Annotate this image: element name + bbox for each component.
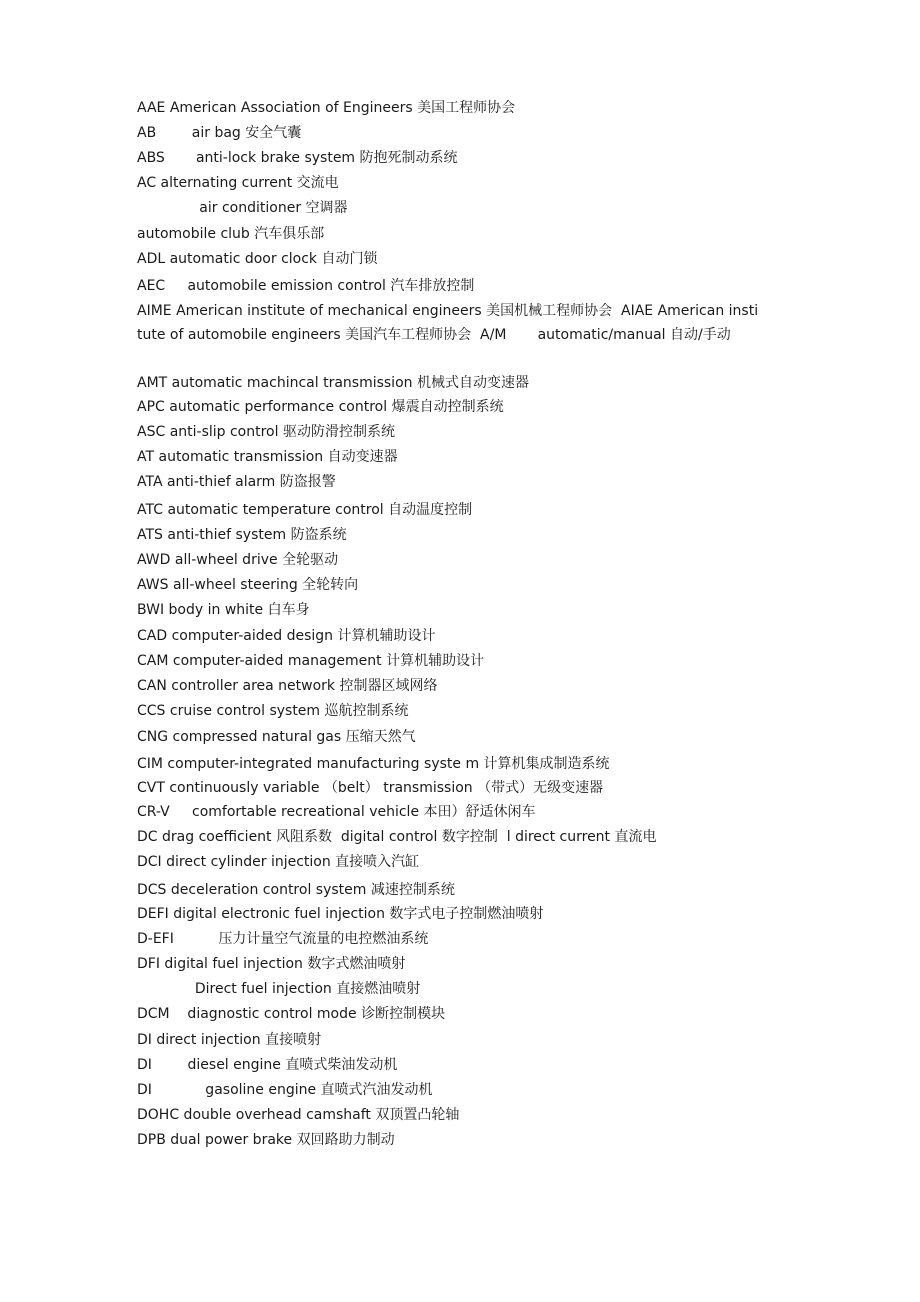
glossary-entry-can: CAN controller area network 控制器区域网络: [137, 678, 438, 694]
glossary-entry-bwi: BWI body in white 白车身: [137, 602, 310, 618]
glossary-entry-at: AT automatic transmission 自动变速器: [137, 449, 398, 465]
glossary-entry-dfi: DFI digital fuel injection 数字式燃油喷射: [137, 956, 406, 972]
glossary-entry-d-efi: D-EFI 压力计量空气流量的电控燃油系统: [137, 931, 429, 947]
glossary-entry-defi: DEFI digital electronic fuel injection 数字式电子控制燃油喷射: [137, 906, 544, 922]
glossary-entry-ata: ATA anti-thief alarm 防盗报警: [137, 474, 336, 490]
glossary-entry-aec: AEC automobile emission control 汽车排放控制: [137, 278, 475, 294]
glossary-entry-apc: APC automatic performance control 爆震自动控制系统: [137, 399, 504, 415]
glossary-entry-dc: DC drag coefficient 风阻系数 digital control 数字控制 l direct current 直流电: [137, 829, 657, 845]
glossary-entry-adl: ADL automatic door clock 自动门锁: [137, 251, 378, 267]
glossary-entry-cvt: CVT continuously variable （belt） transmission （带式）无级变速器: [137, 780, 604, 796]
glossary-entry-dfi-direct: Direct fuel injection 直接燃油喷射: [137, 981, 421, 997]
glossary-entry-dci: DCI direct cylinder injection 直接喷入汽缸: [137, 854, 420, 870]
glossary-entry-di-diesel: DI diesel engine 直喷式柴油发动机: [137, 1057, 398, 1073]
glossary-entry-awd: AWD all-wheel drive 全轮驱动: [137, 552, 339, 568]
glossary-entry-aws: AWS all-wheel steering 全轮转向: [137, 577, 359, 593]
glossary-entry-ats: ATS anti-thief system 防盗系统: [137, 527, 347, 543]
glossary-entry-ac: AC alternating current 交流电: [137, 175, 339, 191]
glossary-entry-automobile-club: automobile club 汽车俱乐部: [137, 226, 325, 242]
glossary-entry-dpb: DPB dual power brake 双回路助力制动: [137, 1132, 395, 1148]
glossary-entry-ccs: CCS cruise control system 巡航控制系统: [137, 703, 409, 719]
glossary-entry-cr-v: CR-V comfortable recreational vehicle 本田）舒适休闲车: [137, 804, 536, 820]
glossary-entry-di: DI direct injection 直接喷射: [137, 1032, 322, 1048]
glossary-entry-dohc: DOHC double overhead camshaft 双顶置凸轮轴: [137, 1107, 460, 1123]
glossary-entry-ac-air-conditioner: air conditioner 空调器: [137, 200, 348, 216]
glossary-entry-cam: CAM computer-aided management 计算机辅助设计: [137, 653, 485, 669]
glossary-entry-cng: CNG compressed natural gas 压缩天然气: [137, 729, 416, 745]
glossary-entry-cad: CAD computer-aided design 计算机辅助设计: [137, 628, 436, 644]
glossary-entry-ab: AB air bag 安全气囊: [137, 125, 302, 141]
glossary-entry-atc: ATC automatic temperature control 自动温度控制: [137, 502, 473, 518]
glossary-entry-cim: CIM computer-integrated manufacturing syste m 计算机集成制造系统: [137, 756, 610, 772]
glossary-entry-dcm: DCM diagnostic control mode 诊断控制模块: [137, 1006, 446, 1022]
glossary-entry-aime-aiae-am: AIME American institute of mechanical engineers 美国机械工程师协会 AIAE American institute of automobile engineers 美国汽车工程师协会 A/M automatic/manual 自动/手动: [137, 303, 759, 343]
glossary-entry-asc: ASC anti-slip control 驱动防滑控制系统: [137, 424, 395, 440]
glossary-entry-amt: AMT automatic machincal transmission 机械式自动变速器: [137, 375, 529, 391]
glossary-entry-di-gasoline: DI gasoline engine 直喷式汽油发动机: [137, 1082, 433, 1098]
glossary-entry-aae: AAE American Association of Engineers 美国工程师协会: [137, 100, 516, 116]
glossary-entry-dcs: DCS deceleration control system 减速控制系统: [137, 882, 455, 898]
glossary-entry-abs: ABS anti-lock brake system 防抱死制动系统: [137, 150, 458, 166]
